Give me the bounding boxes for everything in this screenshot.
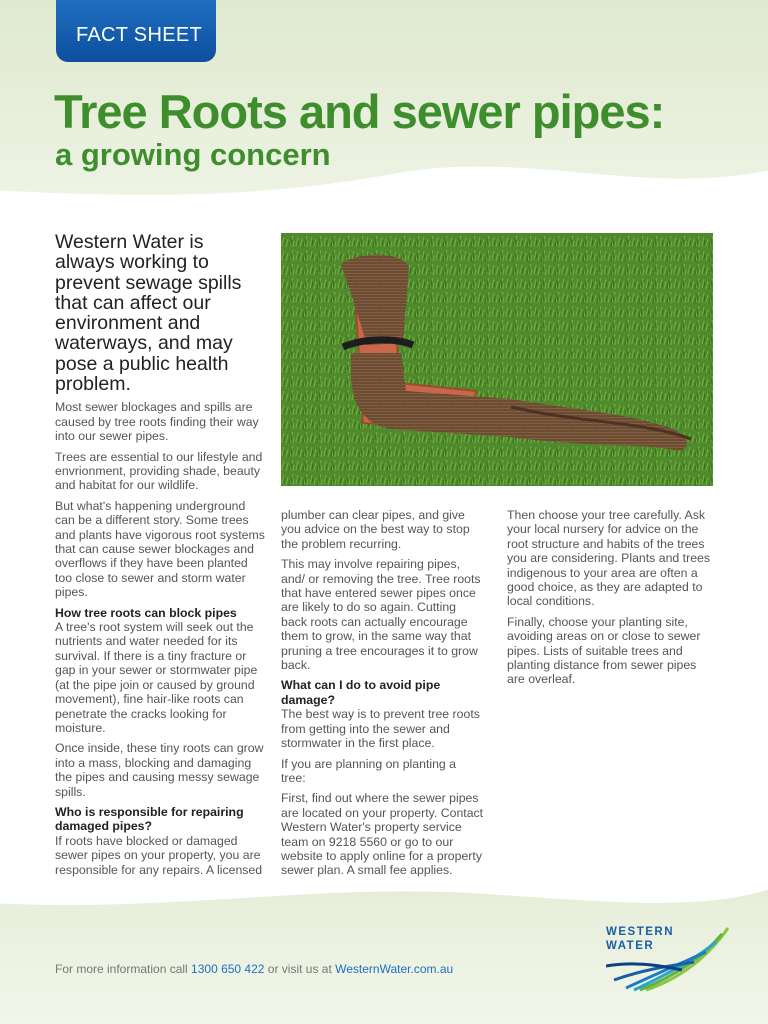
- paragraph: First, find out where the sewer pipes are located on your property. Contact Western Water's property service team on 9218 5560 or go to our website to apply online for a property sewer plan. A small fee applies.: [281, 791, 484, 878]
- footer-text: For more information call: [55, 962, 192, 976]
- contact-footer: [55, 962, 453, 976]
- section-heading: How tree roots can block pipes: [55, 605, 237, 620]
- footer-text: or visit us at: [264, 962, 336, 976]
- section-heading: Who is responsible for repairing damaged pipes?: [55, 804, 244, 834]
- paragraph: Once inside, these tiny roots can grow into a mass, blocking and damaging the pipes and causing messy sewage spills.: [55, 741, 264, 799]
- lead-paragraph: Western Water is always working to prevent sewage spills that can affect our environment and waterways, and may pose a public health problem.: [55, 231, 242, 396]
- column-2: [281, 508, 484, 884]
- column-1: [55, 232, 265, 883]
- section-heading: What can I do to avoid pipe damage?: [281, 678, 441, 707]
- tree-roots-pipe-photo: [281, 233, 713, 486]
- fact-sheet-badge: FACT SHEET: [56, 0, 216, 62]
- website-link[interactable]: WesternWater.com.au: [335, 962, 454, 976]
- paragraph: Trees are essential to our lifestyle and envrionment, providing shade, beauty and habitat for our wildlife.: [55, 449, 263, 493]
- paragraph: A tree's root system will seek out the nutrients and water needed for its survival. If there is a tiny fracture or gap in your sewer or stormwater pipe (at the pipe join or caused by ground movement), fine hair-like roots can penetrate the cracks looking for moisture.: [55, 620, 258, 735]
- logo-swoosh-icon: [606, 920, 736, 995]
- page-subtitle: a growing concern: [55, 137, 331, 172]
- column-3: [507, 508, 717, 693]
- logo-line-2: WATER: [606, 940, 655, 952]
- western-water-logo: [606, 920, 736, 995]
- phone-number[interactable]: 1300 650 422: [191, 962, 265, 976]
- paragraph: Most sewer blockages and spills are caused by tree roots finding their way into our sewer pipes.: [55, 400, 259, 444]
- paragraph: If roots have blocked or damaged sewer pipes on your property, you are responsible for any repairs. A licensed: [55, 833, 263, 877]
- paragraph: Then choose your tree carefully. Ask your local nursery for advice on the root structure and habits of the trees you are considering. Plants and trees indigenous to your area are often a good choice, as they are adapted to local conditions.: [507, 508, 711, 609]
- paragraph: plumber can clear pipes, and give you advice on the best way to stop the problem recurring.: [281, 508, 470, 551]
- paragraph: Finally, choose your planting site, avoiding areas on or close to sewer pipes. Lists of suitable trees and planting distance from sewer pipes are overleaf.: [507, 614, 701, 687]
- paragraph: This may involve repairing pipes, and/ or removing the tree. Tree roots that have entered sewer pipes once are likely to do so again. Cutting back roots can actually encourage them to grow, in the same way that pruning a tree encourages it to grow back.: [281, 557, 481, 673]
- paragraph: If you are planning on planting a tree:: [281, 756, 457, 785]
- paragraph: But what's happening underground can be a different story. Some trees and plants have vigorous root systems that can cause sewer blockages and overflows if they have been planted too close to sewer and storm water pipes.: [55, 498, 265, 600]
- logo-line-1: WESTERN: [606, 926, 674, 938]
- paragraph: The best way is to prevent tree roots from getting into the sewer and stormwater in the first place.: [281, 707, 480, 751]
- page-title: Tree Roots and sewer pipes:: [54, 85, 665, 138]
